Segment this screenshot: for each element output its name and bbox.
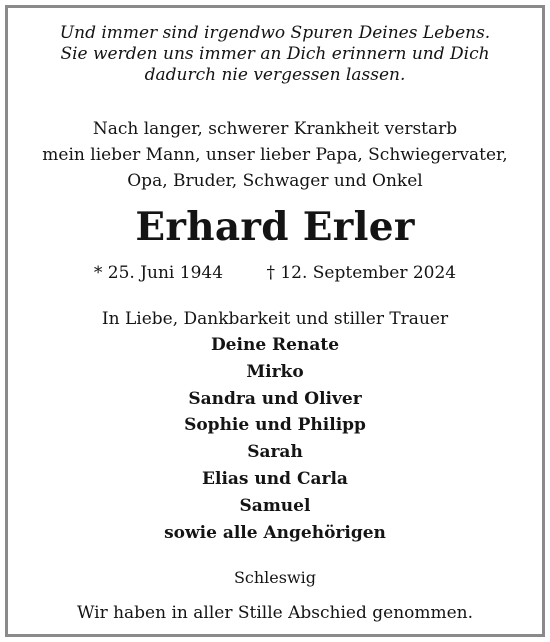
death-date: † 12. September 2024 <box>266 263 457 283</box>
motto-line: Sie werden uns immer an Dich erinnern und Dich <box>60 44 490 64</box>
motto-quote <box>8 23 542 86</box>
motto-line: Und immer sind irgendwo Spuren Deines Lebens. <box>59 23 491 43</box>
mourner-name: Elias und Carla <box>202 468 348 489</box>
intro-text <box>8 116 542 194</box>
mourner-name: Sarah <box>247 442 303 463</box>
place-name: Schleswig <box>233 568 317 587</box>
mourner-name: Sandra und Oliver <box>188 388 362 409</box>
motto-line: dadurch nie vergessen lassen. <box>144 65 406 85</box>
mourner-name: Samuel <box>239 495 311 516</box>
intro-line: mein lieber Mann, unser lieber Papa, Schwiegervater, <box>42 145 508 165</box>
life-dates <box>8 262 542 284</box>
deceased-name: Erhard Erler <box>135 204 415 250</box>
intro-line: Nach langer, schwerer Krankheit verstarb <box>92 119 458 139</box>
mourning-line: In Liebe, Dankbarkeit und stiller Trauer <box>101 309 449 329</box>
birth-date: * 25. Juni 1944 <box>93 263 224 283</box>
mourner-name: Deine Renate <box>210 335 340 355</box>
mourner-name: Sophie und Philipp <box>184 415 366 436</box>
mourner-name: Mirko <box>246 361 304 382</box>
closing-line: Wir haben in aller Stille Abschied genommen. <box>76 603 474 623</box>
intro-line: Opa, Bruder, Schwager und Onkel <box>127 171 423 191</box>
obituary-notice <box>5 5 545 637</box>
mourners-list <box>8 332 542 546</box>
mourner-name: sowie alle Angehörigen <box>164 522 386 543</box>
